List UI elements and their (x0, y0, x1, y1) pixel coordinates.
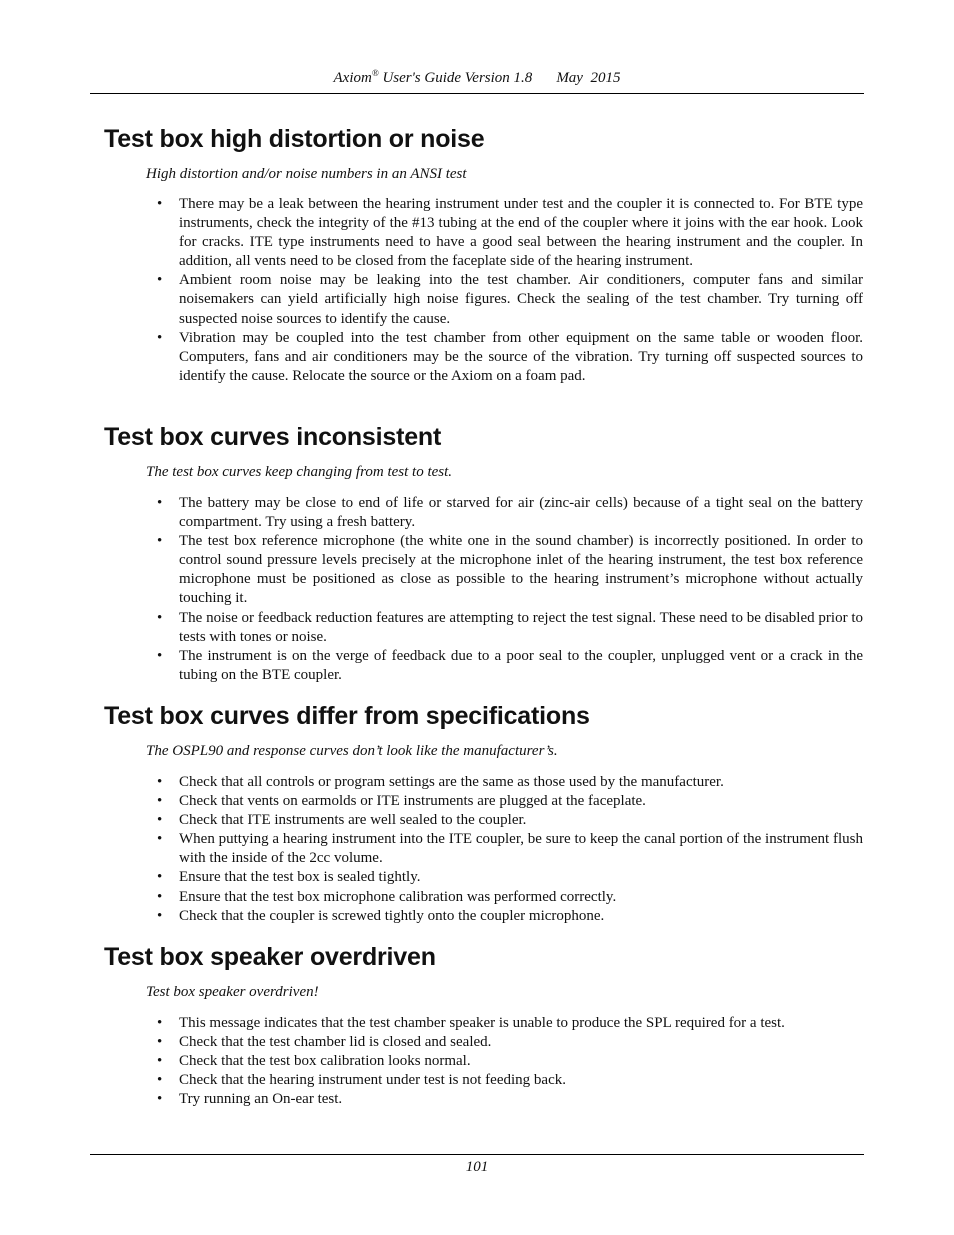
list-item: • This message indicates that the test chamber speaker is unable to produce the SPL required for a test. (0, 1014, 863, 1033)
bullet-list-specifications (0, 773, 863, 926)
list-item: • Check that ITE instruments are well sealed to the coupler. (0, 811, 863, 830)
section-title-overdriven: Test box speaker overdriven (104, 943, 436, 971)
bullet-list-inconsistent (0, 494, 863, 685)
section-subtitle-distortion: High distortion and/or noise numbers in an ANSI test (146, 166, 467, 182)
list-item: • Ensure that the test box microphone calibration was performed correctly. (0, 888, 863, 907)
list-item: • Check that all controls or program settings are the same as those used by the manufacturer. (0, 773, 863, 792)
header-date: May 2015 (556, 70, 621, 86)
header-rule (90, 93, 864, 94)
list-item: • The instrument is on the verge of feedback due to a poor seal to the coupler, unplugged vent or a crack in the tubing on the BTE coupler. (0, 647, 863, 685)
list-item: • Check that the test box calibration looks normal. (0, 1052, 863, 1071)
list-item: • Check that the coupler is screwed tightly onto the coupler microphone. (0, 907, 863, 926)
section-subtitle-overdriven: Test box speaker overdriven! (146, 984, 319, 1000)
footer-rule (90, 1154, 864, 1155)
list-item: • Check that the test chamber lid is closed and sealed. (0, 1033, 863, 1052)
bullet-list-overdriven (0, 1014, 863, 1109)
list-item: • The test box reference microphone (the white one in the sound chamber) is incorrectly positioned. In order to control sound pressure levels precisely at the microphone inlet of the hearing instrument, the test box reference microphone must be positioned as close as possible to the hearing instrument’s microphone without actually touching it. (0, 532, 863, 608)
section-title-specifications: Test box curves differ from specifications (104, 702, 590, 730)
list-item: • Check that vents on earmolds or ITE instruments are plugged at the faceplate. (0, 792, 863, 811)
section-title-inconsistent: Test box curves inconsistent (104, 423, 442, 451)
section-title-distortion: Test box high distortion or noise (104, 125, 485, 153)
list-item: • Ambient room noise may be leaking into the test chamber. Air conditioners, computer fans and similar noisemakers can yield artificially high noise figures. Check the sealing of the test chamber. Try turning off suspected noise sources to identify the cause. (0, 271, 863, 328)
section-subtitle-specifications: The OSPL90 and response curves don’t look like the manufacturer’s. (146, 743, 558, 759)
list-item: • When puttying a hearing instrument into the ITE coupler, be sure to keep the canal portion of the instrument flush with the inside of the 2cc volume. (0, 830, 863, 868)
list-item: • Ensure that the test box is sealed tightly. (0, 868, 863, 887)
list-item: • Vibration may be coupled into the test chamber from other equipment on the same table or wooden floor. Computers, fans and air conditioners may be the source of the vibration. Try turning off suspected sources to identify the cause. Relocate the source or the Axiom on a foam pad. (0, 329, 863, 386)
registered-mark: ® (371, 68, 379, 78)
section-subtitle-inconsistent: The test box curves keep changing from test to test. (146, 464, 453, 480)
running-header (0, 68, 954, 87)
list-item: • The battery may be close to end of life or starved for air (zinc-air cells) because of a tight seal on the battery compartment. Try using a fresh battery. (0, 494, 863, 532)
list-item: • Try running an On-ear test. (0, 1090, 863, 1109)
header-guide: User's Guide Version 1.8 (382, 70, 533, 86)
list-item: • Check that the hearing instrument under test is not feeding back. (0, 1071, 863, 1090)
page-number: 101 (465, 1159, 489, 1175)
list-item: • There may be a leak between the hearing instrument under test and the coupler it is connected to. For BTE type instruments, check the integrity of the #13 tubing at the end of the coupler where it joins with the ear hook. Look for cracks. ITE type instruments need to have a good seal between the hearing instrument and the coupler. In addition, all vents need to be closed from the faceplate side of the hearing instrument. (0, 195, 863, 271)
header-product: Axiom (333, 70, 372, 86)
bullet-list-distortion (0, 195, 863, 386)
list-item: • The noise or feedback reduction features are attempting to reject the test signal. These need to be disabled prior to tests with tones or noise. (0, 609, 863, 647)
